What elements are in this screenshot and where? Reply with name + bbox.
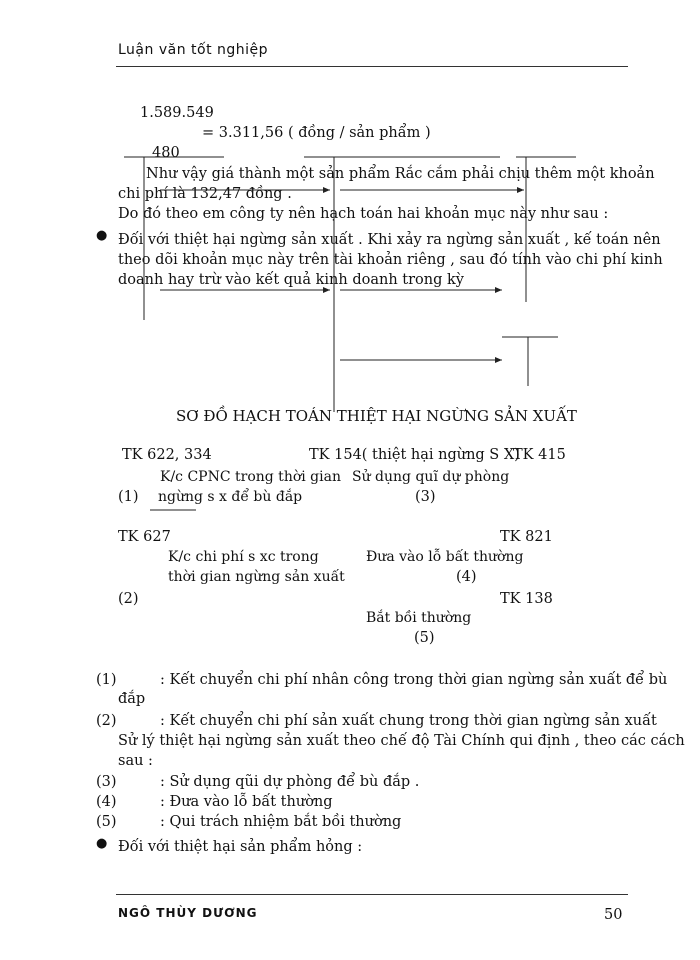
footer-rule [116, 894, 628, 895]
bullet-icon: ● [96, 228, 108, 243]
note-4-number: (4) [96, 794, 117, 810]
bullet-1-line-1: Đối với thiệt hại ngừng sản xuất . Khi xảy ra ngừng sản xuất , kế toán nên [118, 232, 661, 248]
paragraph-1-line-2: chi phí là 132,47 đồng . [118, 186, 292, 202]
label-kc-sxc-2: thời gian ngừng sản xuất [168, 569, 345, 585]
label-n4: (4) [456, 569, 477, 585]
label-sudung: Sử dụng quĩ dự phòng [352, 469, 510, 485]
label-kc-cpnc-2: ngừng s x để bù đắp [158, 489, 303, 505]
label-kc-sxc-1: K/c chi phí s xc trong [168, 549, 319, 565]
note-1-continuation: đắp [118, 691, 146, 707]
note-3-text: : Sử dụng qũi dự phòng để bù đắp . [160, 774, 420, 790]
bullet-1-line-3: doanh hay trừ vào kết quả kinh doanh trong kỳ [118, 272, 464, 288]
label-kc-cpnc-1: K/c CPNC trong thời gian [160, 469, 341, 485]
note-3-number: (3) [96, 774, 117, 790]
note-1-text: : Kết chuyển chi phí nhân công trong thời gian ngừng sản xuất để bù [160, 672, 668, 688]
label-dua-vao: Đưa vào lỗ bất thường [366, 549, 524, 565]
account-tk821: TK 821 [500, 529, 553, 545]
note-5-number: (5) [96, 814, 117, 830]
page-number: 50 [604, 907, 623, 923]
account-tk627: TK 627 [118, 529, 171, 545]
diagram-title: SƠ ĐỒ HẠCH TOÁN THIỆT HẠI NGỪNG SẢN XUẤT [176, 407, 577, 425]
label-n2: (2) [118, 591, 139, 607]
paragraph-1-line-1: Như vậy giá thành một sản phẩm Rắc cắm phải chịu thêm một khoản [146, 166, 655, 182]
account-tk415: TK 415 [513, 447, 566, 463]
su-ly-line-1: Sử lý thiệt hại ngừng sản xuất theo chế độ Tài Chính qui định , theo các cách [118, 733, 685, 749]
account-tk154: TK 154( thiệt hại ngừng S X) [309, 447, 520, 463]
su-ly-line-2: sau : [118, 753, 153, 769]
bullet-2-text: Đối với thiệt hại sản phẩm hỏng : [118, 839, 363, 855]
footer-author: NGÔ THÙY DƯƠNG [118, 906, 258, 920]
label-n3: (3) [415, 489, 436, 505]
formula-denominator: 480 [152, 145, 180, 161]
label-bat-boi: Bắt bồi thường [366, 610, 472, 626]
paragraph-2: Do đó theo em công ty nên hạch toán hai khoản mục này như sau : [118, 206, 609, 222]
note-1-number: (1) [96, 672, 117, 688]
bullet-icon: ● [96, 836, 108, 851]
bullet-1-line-2: theo dõi khoản mục này trên tài khoản riêng , sau đó tính vào chi phí kinh [118, 252, 663, 268]
page-header-title: Luận văn tốt nghiệp [118, 42, 269, 58]
label-n5: (5) [414, 630, 435, 646]
label-n1: (1) [118, 489, 139, 505]
formula-result: = 3.311,56 ( đồng / sản phẩm ) [202, 125, 431, 141]
note-2-number: (2) [96, 713, 117, 729]
formula-numerator: 1.589.549 [140, 105, 214, 121]
note-2-text: : Kết chuyển chi phí sản xuất chung trong thời gian ngừng sản xuất [160, 713, 657, 729]
account-tk138: TK 138 [500, 591, 553, 607]
account-tk622: TK 622, 334 [122, 447, 212, 463]
note-4-text: : Đưa vào lỗ bất thường [160, 794, 333, 810]
note-5-text: : Qui trách nhiệm bắt bồi thường [160, 814, 402, 830]
